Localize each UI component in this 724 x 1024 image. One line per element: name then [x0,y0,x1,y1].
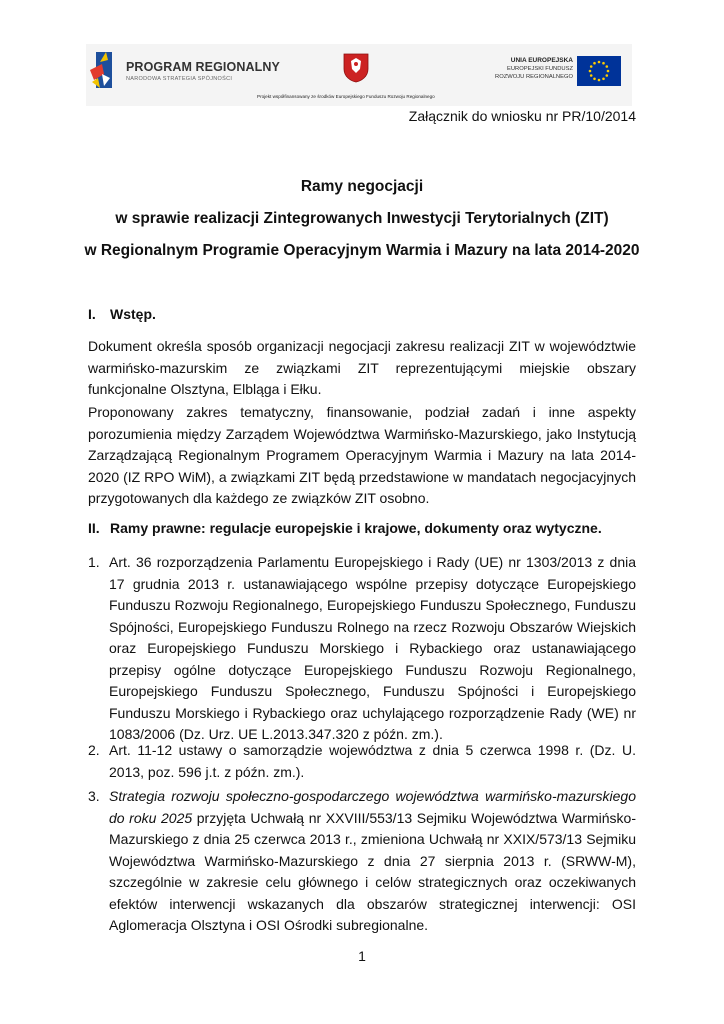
strategy-details: przyjęta Uchwałą nr XXVIII/553/13 Sejmiku Województwa Warmińsko-Mazurskiego z dnia 25 czerwca 2013 r., zmieniona Uchwałą nr XXIX/573/13 Sejmiku Województwa Warmińsko-Mazurskiego z dnia 27 sierpnia 2013 r. (SRWW-M), szczególnie w zakresie celu głównego i celów strategicznych oraz oczekiwanych efektów interwencji wskazanych dla obszarów strategicznej interwencji: OSI Aglomeracja Olsztyna i OSI Ośrodki subregionalne. [109,809,636,933]
annex-reference: Załącznik do wniosku nr PR/10/2014 [408,108,636,124]
doc-title-line2: w sprawie realizacji Zintegrowanych Inwestycji Terytorialnych (ZIT) [115,210,609,227]
list-item-number: 1. [88,554,100,570]
eu-flag-icon [577,56,621,86]
list-item [88,786,636,937]
program-title: PROGRAM REGIONALNY [126,60,280,74]
list-item-text: Art. 11-12 ustawy o samorządzie województwa z dnia 5 czerwca 1998 r. (Dz. U. 2013, poz. 596 j.t. z późn. zm.). [109,742,636,780]
strategy-title: Strategia rozwoju społeczno-gospodarczego województwa warmińsko-mazurskiego do roku 2025 [109,788,636,826]
section-title: Wstęp. [110,306,156,322]
section-title: Ramy prawne: regulacje europejskie i krajowe, dokumenty oraz wytyczne. [110,520,602,536]
intro-paragraph-2: Proponowany zakres tematyczny, finansowanie, podział zadań i inne aspekty porozumienia między Zarządem Województwa Warmińsko-Mazurskiego, jako Instytucją Zarządzającą Regionalnym Programem Operacyjnym Warmia i Mazury na lata 2014-2020 (IZ RPO WiM), a związkami ZIT będą przedstawione w mandatach negocjacyjnych przygotowanych dla każdego ze związków ZIT osobno. [88,404,636,506]
program-regionalny-logo [90,48,120,92]
page-number: 1 [358,948,366,964]
list-item-number: 2. [88,742,100,758]
eu-label-line2: EUROPEJSKI FUNDUSZ [506,66,573,72]
eu-label [495,57,573,81]
list-item-number: 3. [88,788,100,804]
doc-title-line3: w Regionalnym Programie Operacyjnym Warmia i Mazury na lata 2014-2020 [84,242,640,259]
eu-label-line1: UNIA EUROPEJSKA [510,57,573,64]
section-number: I. [88,306,96,322]
voivodeship-crest-icon [343,53,369,83]
section-number: II. [88,520,100,536]
program-subtitle: NARODOWA STRATEGIA SPÓJNOŚCI [126,76,233,82]
cofinance-note: Projekt współfinansowany ze środków Europejskiego Funduszu Rozwoju Regionalnego [257,94,435,99]
list-item [88,740,636,783]
eu-label-line3: ROZWOJU REGIONALNEGO [495,74,573,80]
list-item [88,552,636,746]
list-item-text [109,786,636,937]
intro-paragraph-1: Dokument określa sposób organizacji negocjacji zakresu realizacji ZIT w województwie warmińsko-mazurskim ze związkami ZIT reprezentującymi miejskie obszary funkcjonalne Olsztyna, Elbląga i Ełku. [88,338,636,397]
section-heading-intro [88,306,156,322]
list-item-text: Art. 36 rozporządzenia Parlamentu Europejskiego i Rady (UE) nr 1303/2013 z dnia 17 grudnia 2013 r. ustanawiającego wspólne przepisy dotyczące Europejskiego Funduszu Rozwoju Regionalnego, Europejskiego Funduszu Społecznego, Funduszu Spójności, Europejskiego Funduszu Rolnego na rzecz Rozwoju Obszarów Wiejskich oraz Europejskiego Funduszu Morskiego i Rybackiego oraz ustanawiającego przepisy ogólne dotyczące Europejskiego Funduszu Rozwoju Regionalnego, Europejskiego Funduszu Społecznego, Funduszu Spójności i Europejskiego Funduszu Morskiego i Rybackiego oraz uchylającego rozporządzenie Rady (WE) nr 1083/2006 (Dz. Urz. UE L.2013.347.320 z późn. zm.). [109,554,636,742]
doc-title-line1: Ramy negocjacji [300,178,424,195]
section-heading-legal [88,520,602,536]
